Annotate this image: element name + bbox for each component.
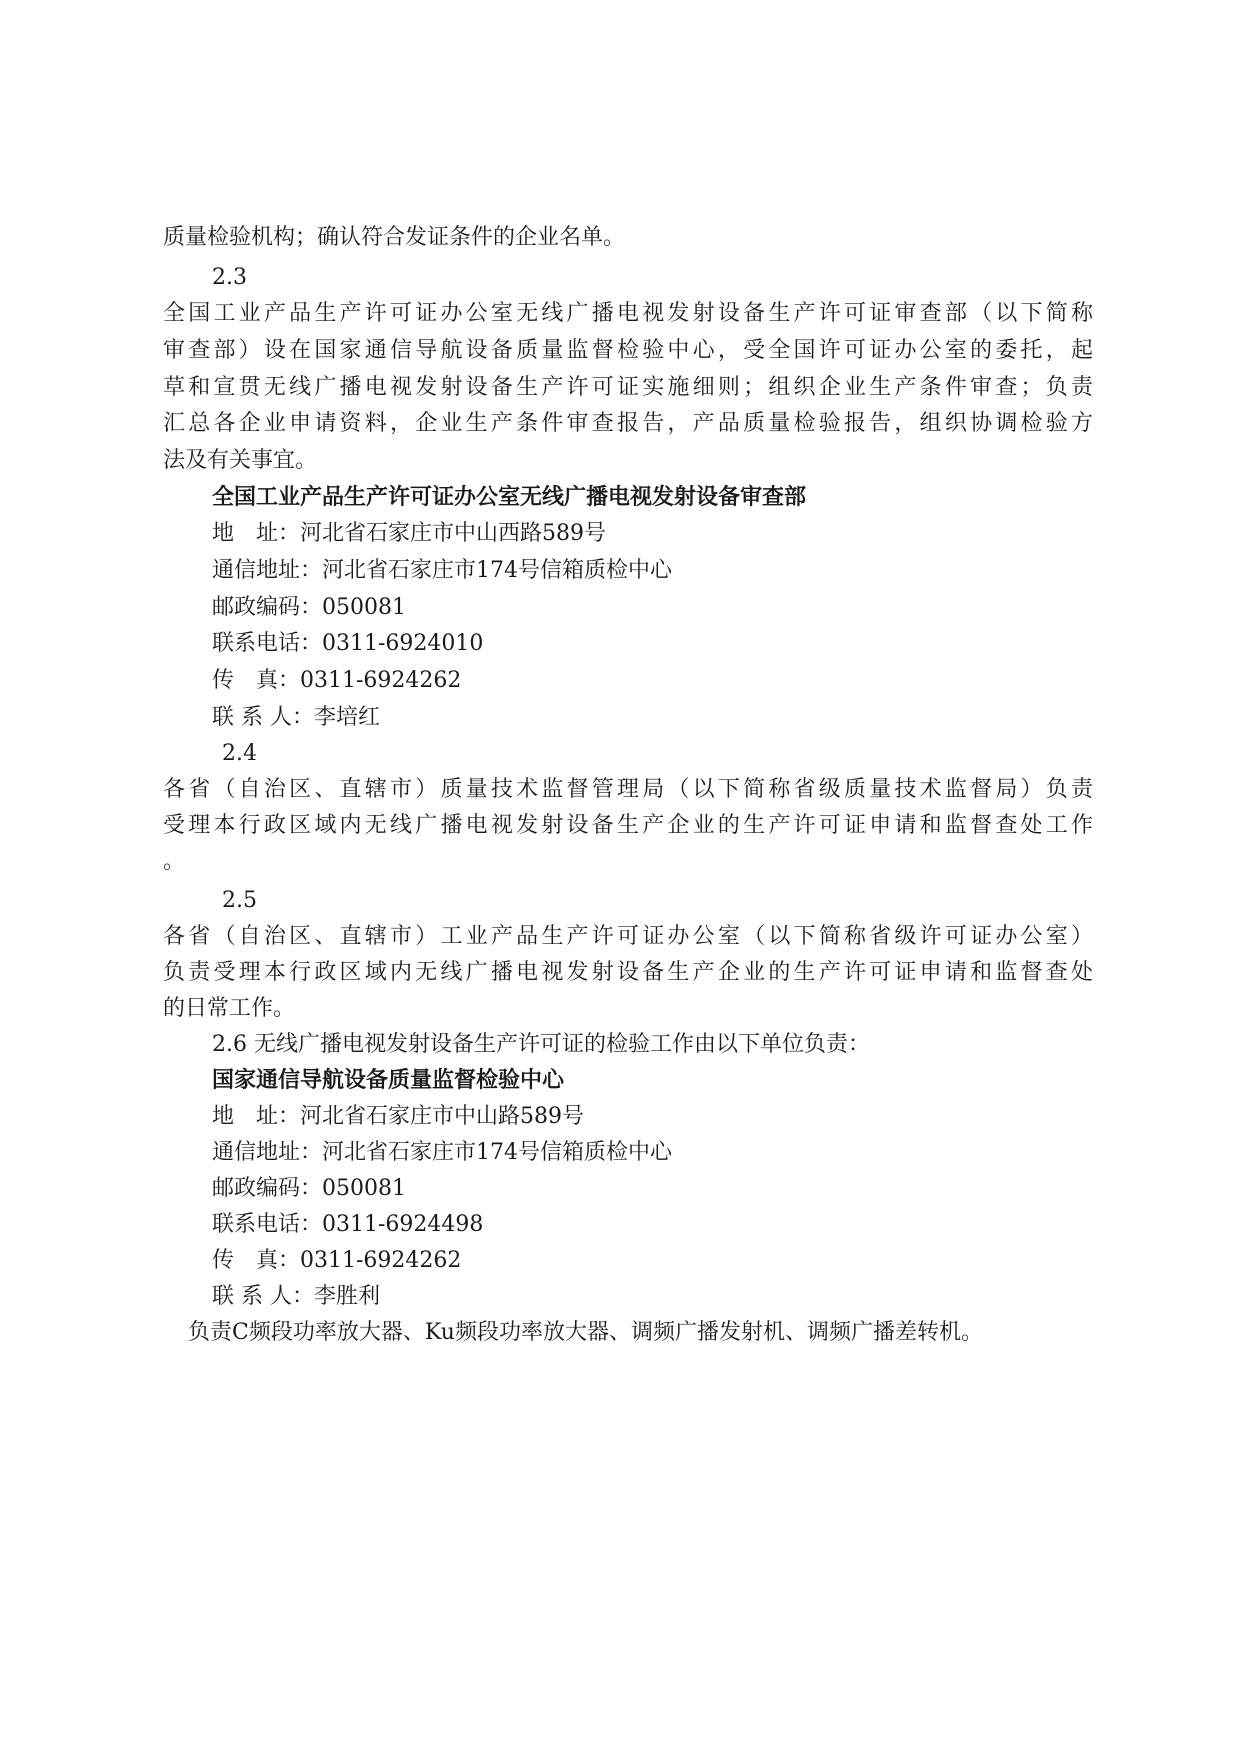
paragraph-line: 质量检验机构；确认符合发证条件的企业名单。: [163, 225, 626, 250]
fax-line: 传 真：0311-6924262: [212, 668, 462, 693]
paragraph-line: 受理本行政区域内无线广播电视发射设备生产企业的生产许可证申请和监督查处工作: [163, 813, 1093, 838]
address-line: 地 址：河北省石家庄市中山西路589号: [212, 521, 606, 546]
paragraph-line: 的日常工作。: [163, 996, 296, 1021]
phone-line: 联系电话：0311-6924010: [212, 631, 484, 656]
postal-code-line: 邮政编码：050081: [212, 1176, 406, 1201]
address-line: 地 址：河北省石家庄市中山路589号: [212, 1104, 584, 1129]
paragraph-line: 2.6 无线广播电视发射设备生产许可证的检验工作由以下单位负责：: [212, 1032, 870, 1057]
paragraph-line: 负责C频段功率放大器、Ku频段功率放大器、调频广播发射机、调频广播差转机。: [188, 1320, 983, 1345]
mailing-address-line: 通信地址：河北省石家庄市174号信箱质检中心: [212, 1140, 672, 1165]
paragraph-line: 各省（自治区、直辖市）质量技术监督管理局（以下简称省级质量技术监督局）负责: [163, 777, 1093, 802]
mailing-address-line: 通信地址：河北省石家庄市174号信箱质检中心: [212, 558, 672, 583]
org-heading: 国家通信导航设备质量监督检验中心: [212, 1068, 565, 1093]
paragraph-line: 法及有关事宜。: [163, 448, 318, 473]
paragraph-line: 负责受理本行政区域内无线广播电视发射设备生产企业的生产许可证申请和监督查处: [163, 960, 1093, 985]
contact-line: 联 系 人：李培红: [212, 705, 380, 730]
paragraph-line: 审查部）设在国家通信导航设备质量监督检验中心，受全国许可证办公室的委托，起: [163, 338, 1093, 363]
section-number: 2.3: [212, 265, 247, 290]
paragraph-line: 各省（自治区、直辖市）工业产品生产许可证办公室（以下简称省级许可证办公室）: [163, 924, 1093, 949]
fax-line: 传 真：0311-6924262: [212, 1248, 462, 1273]
paragraph-line: 草和宣贯无线广播电视发射设备生产许可证实施细则；组织企业生产条件审查；负责: [163, 375, 1093, 400]
section-number: 2.4: [222, 741, 257, 766]
paragraph-line: 全国工业产品生产许可证办公室无线广播电视发射设备生产许可证审查部（以下简称: [163, 301, 1093, 326]
org-heading: 全国工业产品生产许可证办公室无线广播电视发射设备审查部: [212, 485, 807, 510]
postal-code-line: 邮政编码：050081: [212, 595, 406, 620]
paragraph-line: 。: [163, 849, 186, 874]
contact-line: 联 系 人：李胜利: [212, 1284, 380, 1309]
section-number: 2.5: [222, 888, 257, 913]
phone-line: 联系电话：0311-6924498: [212, 1212, 484, 1237]
paragraph-line: 汇总各企业申请资料，企业生产条件审查报告，产品质量检验报告，组织协调检验方: [163, 411, 1093, 436]
